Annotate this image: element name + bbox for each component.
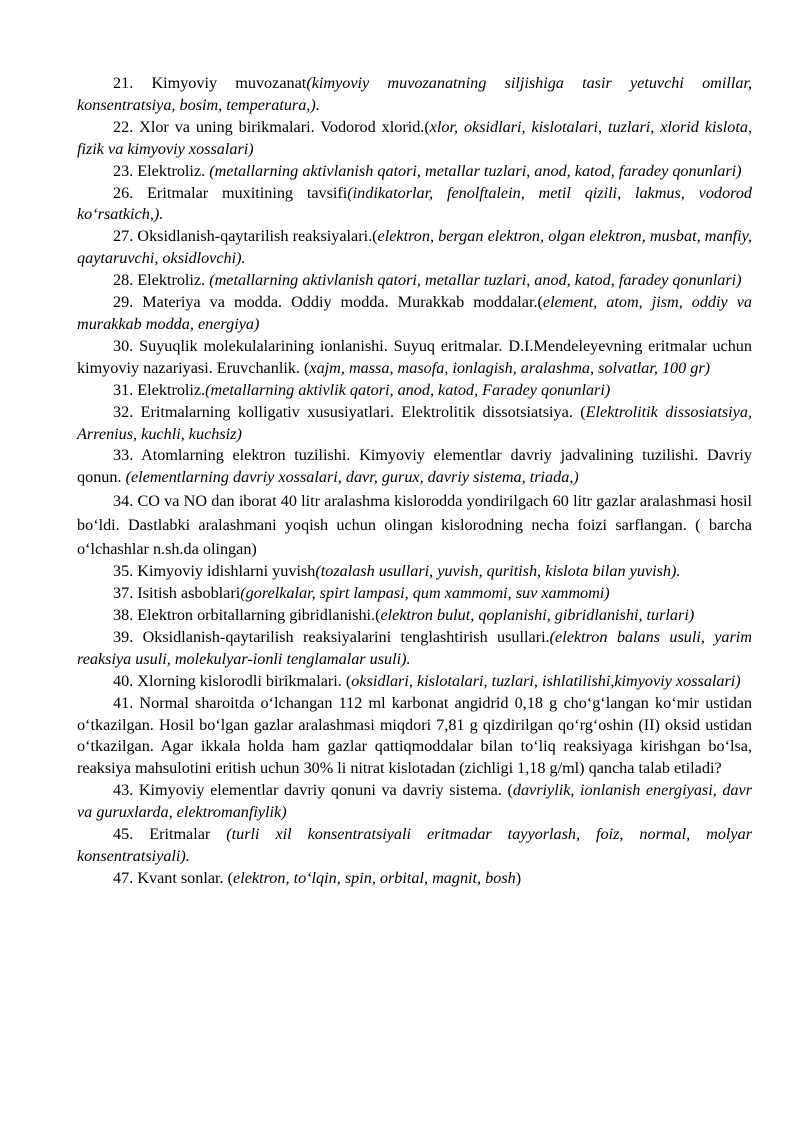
item-text: Elektroliz. [137,271,210,290]
item-number: 43. [113,781,139,800]
item-number: 34. [113,492,138,511]
item-number: 38. [113,606,138,625]
item-keywords: (elektron balans usuli, yarim reaksiya usuli, molekulyar-ionli tenglamalar usuli). [77,627,752,668]
item-number: 47. [113,868,138,887]
item-keywords: xajm, massa, masofa, ionlagish, aralashma, solvatlar, 100 gr) [309,358,711,377]
list-item [77,489,752,561]
item-text: Eritmalar [149,825,227,844]
list-item [77,161,752,183]
list-item [77,73,752,117]
list-item [77,292,752,336]
item-text: Xlorning kislorodli birikmalari. ( [137,671,352,690]
item-text: Kvant sonlar. ( [137,868,234,887]
item-text: Atomlarning elektron tuzilishi. Kimyoviy elementlar davriy jadvalining tuzilishi. Davriy qonun. [77,446,753,487]
item-number: 33. [113,446,142,465]
list-item [77,183,752,227]
item-keywords: oksidlari, kislotalari, tuzlari, ishlatilishi,kimyoviy xossalari) [351,671,741,690]
item-keywords: (elementlarning davriy xossalari, davr, gurux, davriy sistema, triada,) [125,468,579,487]
item-text: Normal sharoitda o‘lchangan 112 ml karbonat angidrid 0,18 g cho‘g‘langan ko‘mir ustidan o‘tkazilgan. Hosil bo‘lgan gazlar aralashmasi miqdori 7,81 g qizdirilgan qo‘rg‘oshin (II) oksid ustidan o‘tkazilgan. Agar ikkala holda ham gazlar qattiqmoddalar bilan to‘liq reaksiyaga kirishgan bo‘lsa, reaksiya mahsulotini eritish uchun 30% li nitrat kislotadan (zichligi 1,18 g/ml) qancha talab etiladi? [77,693,753,778]
item-text: Kimyoviy muvozanat [151,74,307,92]
item-number: 45. [113,825,150,844]
item-keywords: elektron, bergan elektron, olgan elektron, musbat, manfiy, qaytaruvchi, oksidlovchi). [77,227,753,268]
list-item [77,780,752,824]
item-text: Suyuqlik molekulalarining ionlanishi. Suyuq eritmalar. D.I.Mendeleyevning eritmalar uchun kimyoviy nazariyasi. Eruvchanlik. ( [77,336,752,377]
list-item [77,824,752,868]
item-number: 32. [113,402,141,421]
item-number: 30. [113,336,140,355]
item-text: Eritmalarning kolligativ xususiyatlari. Elektrolitik dissotsiatsiya. ( [140,402,586,421]
item-keywords: xlor, oksidlari, kislotalari, tuzlari, xlorid kislota, fizik va kimyoviy xossalari) [77,117,752,158]
list-item [77,226,752,270]
item-text: Kimyoviy elementlar davriy qonuni va davriy sistema. ( [138,781,513,800]
item-keywords: davriylik, ionlanish energiyasi, davr va guruxlarda, elektromanfiylik) [77,781,753,822]
item-keywords: (metallarning aktivlanish qatori, metallar tuzlari, anod, katod, faradey qonunlari) [209,161,742,180]
item-number: 21. [113,74,152,92]
item-keywords: (tozalash usullari, yuvish, quritish, kislota bilan yuvish). [315,562,681,581]
item-text: Oksidlanish-qaytarilish reaksiyalari.( [137,227,378,246]
list-item [77,627,752,671]
item-number: 31. [113,380,138,399]
item-keywords: (kimyoviy muvozanatning siljishiga tasir yetuvchi omillar, konsentratsiya, bosim, temperatura,). [77,74,753,114]
list-item [77,270,752,292]
item-number: 23. [113,161,138,180]
list-item [77,671,752,693]
item-number: 39. [113,627,143,646]
item-keywords: elektron bulut, qoplanishi, gibridlanishi, turlari) [380,606,695,625]
item-keywords: (turli xil konsentratsiyali eritmadar tayyorlash, foiz, normal, molyar konsentratsiyali). [77,825,753,865]
item-text: Kimyoviy idishlarni yuvish [137,562,316,581]
item-text: Materiya va modda. Oddiy modda. Murakkab moddalar.( [142,293,543,312]
item-keywords: Elektrolitik dissosiatsiya, Arrenius, kuchli, kuchsiz) [77,402,752,443]
item-keywords: (gorelkalar, spirt lampasi, qum xammomi, suv xammomi) [240,584,610,603]
item-number: 28. [113,271,138,290]
item-number: 41. [113,693,140,712]
list-item [77,693,752,781]
item-keywords: elektron, to‘lqin, spin, orbital, magnit, bosh [233,868,516,887]
list-item [77,583,752,605]
list-item [77,605,752,627]
list-item [77,868,752,890]
item-number: 27. [113,227,138,246]
item-text: Eritmalar muxitining tavsifi [147,183,348,202]
item-keywords: (indikatorlar, fenolftalein, metil qizili, lakmus, vodorod ko‘rsatkich,). [77,183,753,224]
item-keywords: (metallarning aktivlanish qatori, metallar tuzlari, anod, katod, faradey qonunlari) [209,271,742,290]
list-item [77,336,752,380]
item-keywords: (metallarning aktivlik qatori, anod, katod, Faradey qonunlari) [205,380,611,399]
item-number: 22. [113,117,140,136]
list-item [77,561,752,583]
item-text: Elektroliz. [137,380,206,399]
item-number: 35. [113,562,138,581]
item-number: 37. [113,584,138,603]
item-number: 40. [113,671,138,690]
list-item [77,445,752,489]
list-item [77,402,752,446]
item-text: Elektroliz. [137,161,210,180]
list-item [77,117,752,161]
item-number: 29. [113,293,143,312]
item-text: Isitish asboblari [137,584,241,603]
item-text: Elektron orbitallarning gibridlanishi.( [137,606,381,625]
item-keywords: element, atom, jism, oddiy va murakkab modda, energiya) [77,293,752,333]
item-text: Xlor va uning birikmalari. Vodorod xlorid.( [139,117,430,136]
item-number: 26. [113,183,148,202]
item-text: CO va NO dan iborat 40 litr aralashma kislorodda yondirilgach 60 litr gazlar aralashmasi hosil bo‘ldi. Dastlabki aralashmani yoqish uchun olingan kislorodning necha foizi sarflangan. ( barcha o‘lchashlar n.sh.da olingan) [77,492,753,559]
item-text: Oksidlanish-qaytarilish reaksiyalarini tenglashtirish usullari. [142,627,550,646]
item-closing: ) [515,868,522,887]
list-item [77,380,752,402]
